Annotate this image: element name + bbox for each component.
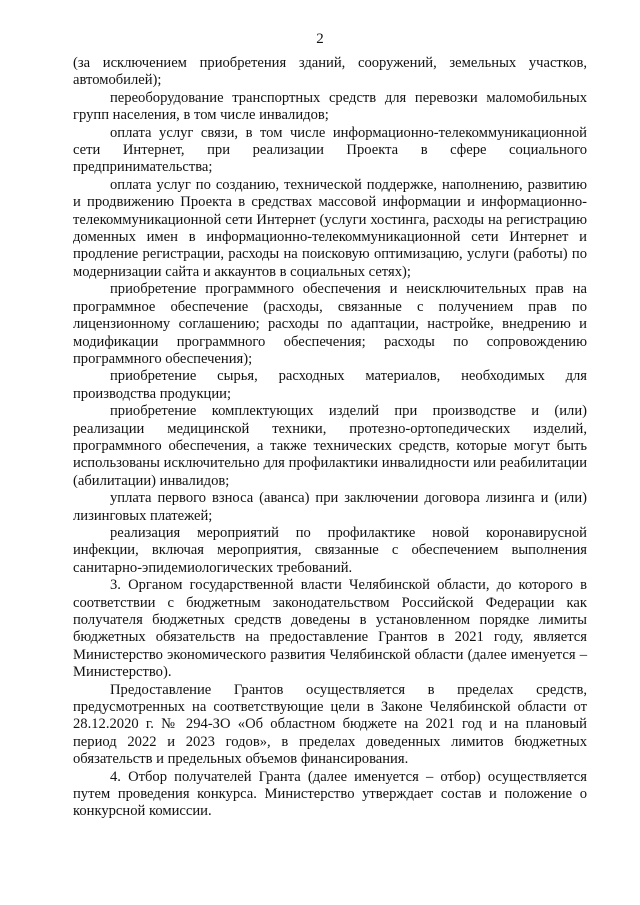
- paragraph-components: приобретение комплектующих изделий при производстве и (или) реализации медицинской техники, протезно-ортопедических изделий, программного обеспечения, а также технических средств, которые могут быть использованы исключительно для профилактики инвалидности или реабилитации (абилитации) инвалидов;: [73, 403, 587, 489]
- paragraph-covid-measures: реализация мероприятий по профилактике новой коронавирусной инфекции, включая мероприятия, связанные с обеспечением выполнения санитарно-эпидемиологических требований.: [73, 524, 587, 576]
- page-number: 2: [316, 31, 324, 47]
- paragraph-project-promotion: оплата услуг по созданию, технической поддержке, наполнению, развитию и продвижению Проекта в средствах массовой информации и информационно-телекоммуникационной сети Интернет (услуги хостинга, расходы на регистрацию доменных имен в информационно-телекоммуникационной сети Интернет и продление регистрации, расходы на поисковую оптимизацию, услуги (работы) по модернизации сайта и аккаунтов в социальных сетях);: [73, 176, 587, 280]
- paragraph-section-4: 4. Отбор получателей Гранта (далее именуется – отбор) осуществляется путем проведения конкурса. Министерство утверждает состав и положение о конкурсной комиссии.: [73, 768, 587, 820]
- paragraph-communication-services: оплата услуг связи, в том числе информационно-телекоммуникационной сети Интернет, при реализации Проекта в сфере социального предпринимательства;: [73, 124, 587, 176]
- paragraph-software-purchase: приобретение программного обеспечения и неисключительных прав на программное обеспечение (расходы, связанные с получением прав по лицензионному соглашению; расходы по адаптации, настройке, внедрению и модификации программного обеспечения; расходы по сопровождению программного обеспечения);: [73, 281, 587, 367]
- document-body: [73, 55, 587, 821]
- paragraph-continuation: (за исключением приобретения зданий, сооружений, земельных участков, автомобилей);: [73, 55, 587, 89]
- paragraph-vehicle-conversion: переоборудование транспортных средств для перевозки маломобильных групп населения, в том числе инвалидов;: [73, 89, 587, 124]
- paragraph-section-3: 3. Органом государственной власти Челябинской области, до которого в соответствии с бюджетным законодательством Российской Федерации как получателя бюджетных средств доведены в установленном порядке лимиты бюджетных обязательств на предоставление Грантов в 2021 году, является Министерство экономического развития Челябинской области (далее именуется – Министерство).: [73, 577, 587, 681]
- paragraph-leasing: уплата первого взноса (аванса) при заключении договора лизинга и (или) лизинговых платежей;: [73, 490, 587, 524]
- paragraph-raw-materials: приобретение сырья, расходных материалов, необходимых для производства продукции;: [73, 368, 587, 402]
- paragraph-grant-limits: Предоставление Грантов осуществляется в пределах средств, предусмотренных на соответствующие цели в Законе Челябинской области от 28.12.2020 г. № 294-ЗО «Об областном бюджете на 2021 год и на плановый период 2022 и 2023 годов», в пределах доведенных лимитов бюджетных обязательств и предельных объемов финансирования.: [73, 681, 587, 768]
